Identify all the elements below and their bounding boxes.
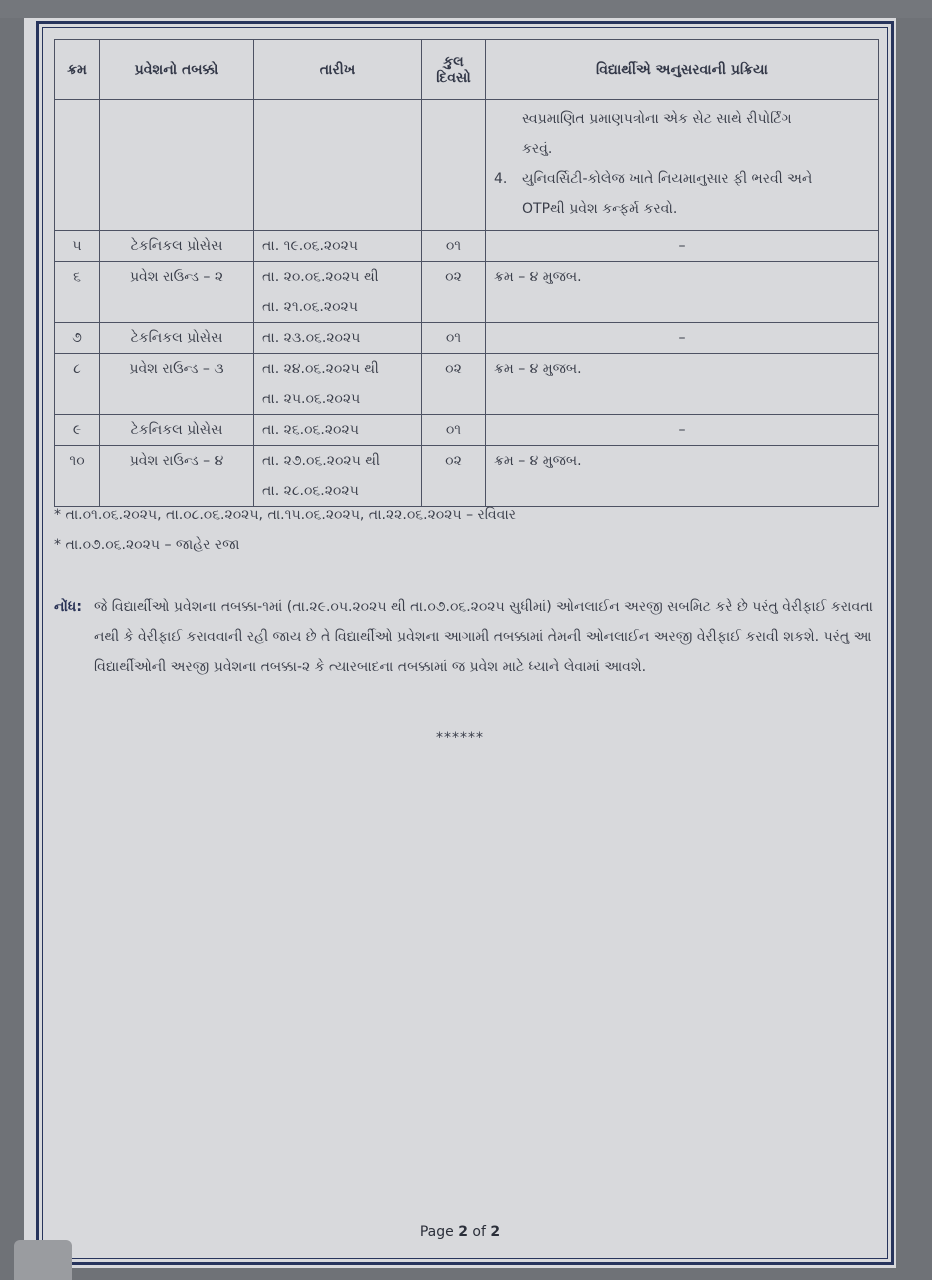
cell-date-from: તા. ૨૭.૦૬.૨૦૨૫ થી	[262, 453, 380, 469]
note-text: જે વિદ્યાર્થીઓ પ્રવેશના તબક્કા-૧માં (તા.૨૯.૦૫.૨૦૨૫ થી તા.૦૭.૦૬.૨૦૨૫ સુધીમાં) ઓનલાઈન અરજી સબમિટ કરે છે પરંતુ વેરીફાઈ કરાવતા નથી કે વેરીફાઈ કરાવવાની રહી જાય છે તે વિદ્યાર્થીઓ પ્રવેશના આગામી તબક્કામાં તેમની ઓનલાઈન અરજી વેરીફાઈ કરાવી શકશે. પરંતુ આ વિદ્યાર્થીઓની અરજી પ્રવેશના તબક્કા-૨ કે ત્યારબાદના તબક્કામાં જ પ્રવેશ માટે ધ્યાને લેવામાં આવશે.	[94, 599, 873, 675]
continuation-line1: સ્વપ્રમાણિત પ્રમાણપત્રોના એક સેટ સાથે રીપોર્ટિંગ	[522, 111, 792, 127]
item4-line1: યુનિવર્સિટી-કોલેજ ખાતે નિયમાનુસાર ફી ભરવી અને	[522, 171, 813, 187]
footer-total-pages: 2	[490, 1224, 501, 1240]
cell-kram: ૯	[55, 415, 100, 446]
cell-date-to: તા. ૨૧.૦૬.૨૦૨૫	[262, 299, 358, 315]
footnotes	[54, 500, 878, 560]
table-header-row	[55, 40, 879, 100]
cell-prakriya: –	[486, 231, 879, 262]
cell-kram: ૫	[55, 231, 100, 262]
header-divas	[422, 40, 486, 100]
cell-prakriya: ક્રમ – ૪ મુજબ.	[486, 446, 879, 507]
cell-date: તા. ૨૩.૦૬.૨૦૨૫	[254, 323, 422, 354]
admission-schedule-table	[54, 39, 879, 507]
top-bar	[0, 0, 932, 18]
header-tabakko: પ્રવેશનો તબક્કો	[100, 40, 254, 100]
table-row	[55, 354, 879, 415]
footnote-holiday: * તા.૦૭.૦૬.૨૦૨૫ – જાહેર રજા	[54, 537, 240, 553]
cell-tabakko: ટેકનિકલ પ્રોસેસ	[100, 323, 254, 354]
cell-divas: ૦૨	[422, 262, 486, 323]
cell-prakriya: –	[486, 323, 879, 354]
continuation-cell	[486, 100, 879, 231]
cell-date: તા. ૧૯.૦૬.૨૦૨૫	[254, 231, 422, 262]
footer-current-page: 2	[458, 1224, 468, 1240]
continuation-line2: કરવું.	[522, 141, 553, 157]
cell-date-from: તા. ૨૪.૦૬.૨૦૨૫ થી	[262, 361, 379, 377]
cell-kram: ૧૦	[55, 446, 100, 507]
overlay-corner-button[interactable]	[14, 1240, 72, 1280]
cell-prakriya: ક્રમ – ૪ મુજબ.	[486, 354, 879, 415]
note-label: નોંધ:	[54, 599, 82, 615]
header-prakriya: વિદ્યાર્થીએ અનુસરવાની પ્રક્રિયા	[486, 40, 879, 100]
cell-tabakko: પ્રવેશ રાઉન્ડ – ૨	[100, 262, 254, 323]
cell-divas: ૦૧	[422, 231, 486, 262]
cell-date-from: તા. ૨૦.૦૬.૨૦૨૫ થી	[262, 269, 379, 285]
footer-prefix: Page	[419, 1224, 454, 1240]
table-row	[55, 446, 879, 507]
header-divas-line2: દિવસો	[436, 69, 471, 86]
cell-date: તા. ૨૬.૦૬.૨૦૨૫	[254, 415, 422, 446]
cell-divas: ૦૧	[422, 415, 486, 446]
footnote-sundays: * તા.૦૧.૦૬.૨૦૨૫, તા.૦૮.૦૬.૨૦૨૫, તા.૧૫.૦૬.૨૦૨૫, તા.૨૨.૦૬.૨૦૨૫ – રવિવાર	[54, 507, 517, 523]
item4-number: 4.	[494, 171, 508, 187]
header-divas-line1: કુલ	[443, 53, 464, 70]
cell-prakriya: –	[486, 415, 879, 446]
table-row	[55, 415, 879, 446]
table-row-continuation	[55, 100, 879, 231]
cell-divas: ૦૧	[422, 323, 486, 354]
cell-tabakko: પ્રવેશ રાઉન્ડ – ૪	[100, 446, 254, 507]
cell-date-to: તા. ૨૫.૦૬.૨૦૨૫	[262, 391, 361, 407]
header-kram: ક્રમ	[55, 40, 100, 100]
cell-date	[254, 446, 422, 507]
cell-tabakko: ટેકનિકલ પ્રોસેસ	[100, 415, 254, 446]
table-row	[55, 323, 879, 354]
cell-date	[254, 262, 422, 323]
cell-divas: ૦૨	[422, 446, 486, 507]
cell-tabakko: ટેકનિકલ પ્રોસેસ	[100, 231, 254, 262]
cell-kram: ૮	[55, 354, 100, 415]
cell-divas: ૦૨	[422, 354, 486, 415]
note-section	[54, 592, 878, 682]
cell-date-to: તા. ૨૮.૦૬.૨૦૨૫	[262, 483, 359, 499]
item4-line2: OTPથી પ્રવેશ કન્ફર્મ કરવો.	[522, 201, 678, 217]
table-row	[55, 231, 879, 262]
page-footer	[24, 1224, 896, 1240]
document-page	[24, 18, 896, 1268]
cell-kram: ૭	[55, 323, 100, 354]
cell-date	[254, 354, 422, 415]
cell-kram: ૬	[55, 262, 100, 323]
section-separator: ******	[436, 730, 484, 746]
header-tarikh: તારીખ	[254, 40, 422, 100]
cell-prakriya: ક્રમ – ૪ મુજબ.	[486, 262, 879, 323]
table-row	[55, 262, 879, 323]
footer-of: of	[472, 1224, 486, 1240]
cell-tabakko: પ્રવેશ રાઉન્ડ – ૩	[100, 354, 254, 415]
